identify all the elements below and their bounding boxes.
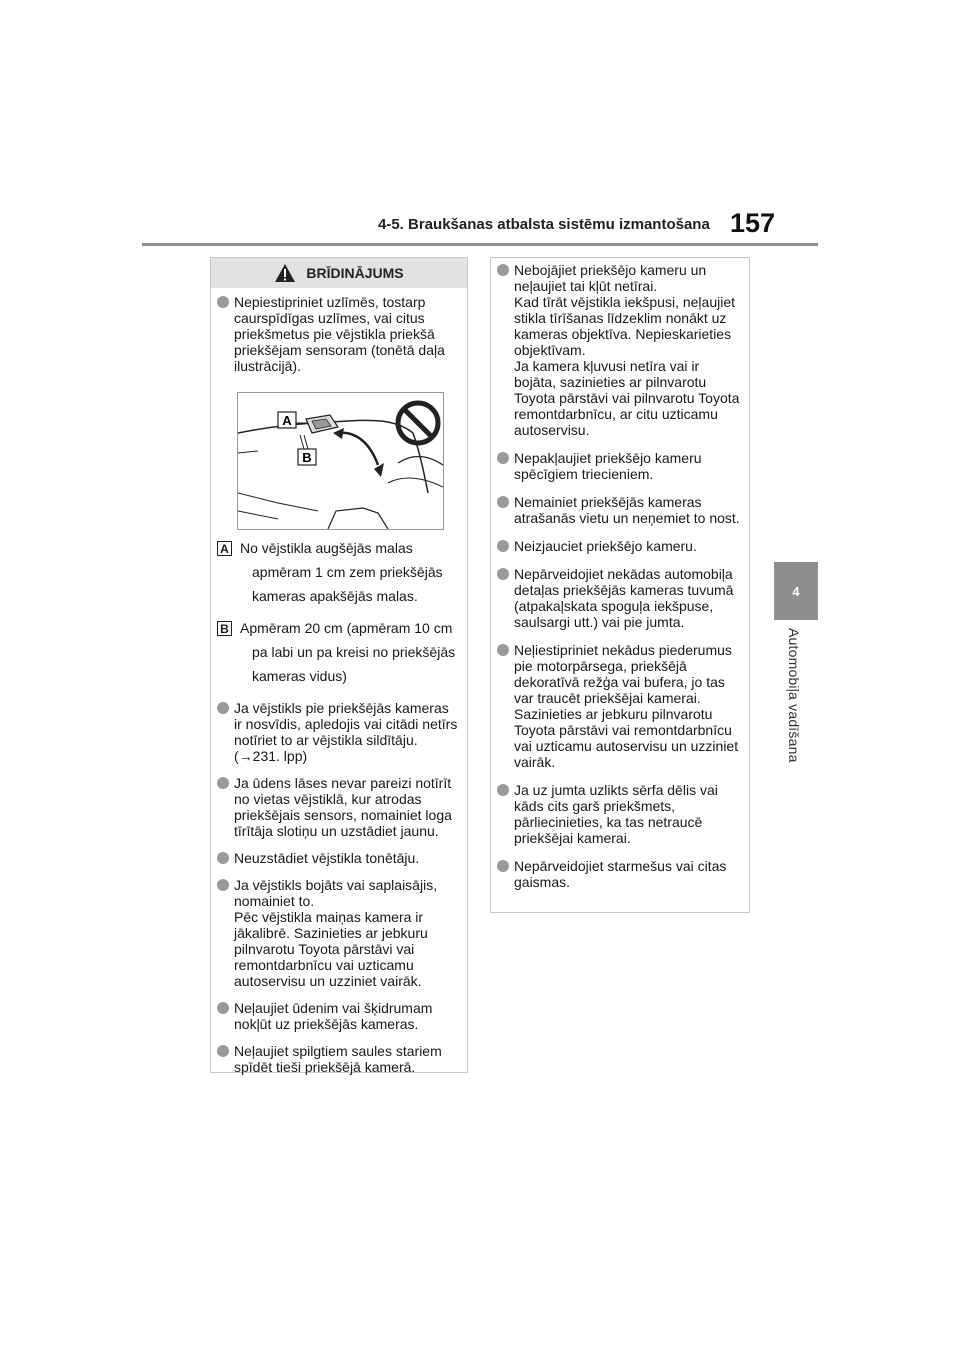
list-item (497, 494, 741, 526)
list-item (497, 262, 741, 438)
warning-continuation-box (490, 257, 750, 913)
bullet-icon (497, 784, 509, 796)
bullet-text: Neļiestipriniet nekādus piederumus pie motorpārsega, priekšējā dekoratīvā režģa vai bufera, jo tas var traucēt priekšējai kamerai. Sazinieties ar jebkuru pilnvarotu Toyota pārstāvi vai remontdarbnīcu vai uzticamu autoservisu un uzziniet vairāk. (514, 642, 739, 770)
bullet-icon (497, 540, 509, 552)
chapter-number: 4 (792, 583, 800, 599)
list-item (497, 450, 741, 482)
list-item (497, 782, 741, 846)
bullet-text: Ja vējstikls pie priekšējās kameras ir nosvīdis, apledojis vai citādi netīrs notīriet to ar vējstikla sildītāju. (→231. lpp) (234, 700, 458, 764)
bullet-icon (217, 1002, 229, 1014)
bullet-text: Nepiestipriniet uzlīmēs, tostarp caurspīdīgas uzlīmes, vai citus priekšmetus pie vējstikla priekšā priekšējam sensoram (tonētā daļa ilustrācijā). (234, 294, 445, 374)
list-item (217, 294, 459, 374)
bullet-text: Neļaujiet spilgtiem saules stariem spīdēt tieši priekšējā kamerā. (234, 1043, 442, 1075)
caption-b-line: kameras vidus) (252, 668, 347, 684)
bullet-text: Neizjauciet priekšējo kameru. (514, 538, 697, 554)
bullet-text: Ja vējstikls bojāts vai saplaisājis, nomainiet to. Pēc vējstikla maiņas kamera ir jākalibrē. Sazinieties ar jebkuru pilnvarotu Toyota pārstāvi vai remontdarbnīcu vai uzticamu autoservisu un uzziniet vairāk. (234, 877, 438, 989)
figure-caption-a (217, 540, 459, 612)
page-number: 157 (730, 208, 776, 238)
bullet-icon (217, 852, 229, 864)
list-item (217, 1000, 459, 1032)
figure-label-a: A (282, 413, 292, 428)
caption-label-b: B (217, 621, 232, 636)
bullet-icon (497, 860, 509, 872)
list-item (497, 642, 741, 770)
header-divider (142, 243, 818, 246)
bullet-icon (497, 264, 509, 276)
bullet-icon (497, 496, 509, 508)
list-item (217, 775, 459, 839)
list-item (497, 538, 741, 554)
bullet-icon (497, 568, 509, 580)
bullet-icon (217, 1045, 229, 1057)
warning-heading: BRĪDINĀJUMS (306, 265, 404, 281)
prohibition-icon (398, 403, 438, 443)
caption-b-line: pa labi un pa kreisi no priekšējās (252, 644, 456, 660)
bullet-text: Nemainiet priekšējās kameras atrašanās vietu un neņemiet to nost. (514, 494, 740, 526)
section-title: 4-5. Braukšanas atbalsta sistēmu izmantošana (378, 216, 710, 233)
bullet-icon (217, 702, 229, 714)
bullet-text: Ja uz jumta uzlikts sērfa dēlis vai kāds cits garš priekšmets, pārliecinieties, ka tas netraucē priekšējai kamerai. (514, 782, 718, 846)
bullet-text: Ja ūdens lāses nevar pareizi notīrīt no vietas vējstiklā, kur atrodas priekšējais sensors, nomainiet loga tīrītāja slotiņu un uzstādiet jaunu. (234, 775, 452, 839)
warning-triangle-icon (274, 263, 296, 283)
bullet-text: Neļaujiet ūdenim vai šķidrumam nokļūt uz priekšējās kameras. (234, 1000, 433, 1032)
warning-box (210, 257, 468, 1073)
bullet-icon (497, 452, 509, 464)
figure-label-b: B (302, 450, 312, 465)
caption-a-line: kameras apakšējās malas. (252, 588, 418, 604)
list-item (217, 1043, 459, 1075)
list-item (217, 877, 459, 989)
warning-header (211, 258, 467, 288)
camera-unit (306, 415, 338, 433)
figure-caption-b (217, 620, 459, 692)
bullet-icon (217, 777, 229, 789)
bullet-text: Nepārveidojiet starmešus vai citas gaismas. (514, 858, 727, 890)
caption-b-line: Apmēram 20 cm (apmēram 10 cm (240, 620, 453, 636)
bullet-text: Nebojājiet priekšējo kameru un neļaujiet tai kļūt netīrai. Kad tīrāt vējstikla iekšpusi, neļaujiet stikla tīrīšanas līdzeklim nonākt uz kameras objektīva. Nepieskarieties objektīvam. Ja kamera kļuvusi netīra vai ir bojāta, sazinieties ar pilnvarotu Toyota pārstāvi vai pilnvarotu Toyota remontdarbnīcu, ar citu uzticamu autoservisu. (514, 262, 740, 438)
caption-label-a: A (217, 541, 232, 556)
bullet-text: Nepakļaujiet priekšējo kameru spēcīgiem triecieniem. (514, 450, 702, 482)
windshield-camera-illustration (237, 392, 444, 530)
bullet-icon (217, 879, 229, 891)
chapter-tab (774, 562, 818, 620)
chapter-label: Automobiļa vadīšana (786, 628, 802, 763)
caption-a-line: apmēram 1 cm zem priekšējās (252, 564, 443, 580)
bullet-icon (217, 296, 229, 308)
caption-a-line: No vējstikla augšējās malas (240, 540, 413, 556)
list-item (497, 858, 741, 890)
illustration-drawing (238, 393, 443, 529)
bullet-text: Nepārveidojiet nekādas automobiļa detaļas priekšējās kameras tuvumā (atpakaļskata spoguļa iekšpuse, saulsargi utt.) vai pie jumta. (514, 566, 734, 630)
list-item (217, 850, 459, 866)
bullet-text: Neuzstādiet vējstikla tonētāju. (234, 850, 420, 866)
list-item (217, 700, 459, 764)
bullet-icon (497, 644, 509, 656)
list-item (497, 566, 741, 630)
